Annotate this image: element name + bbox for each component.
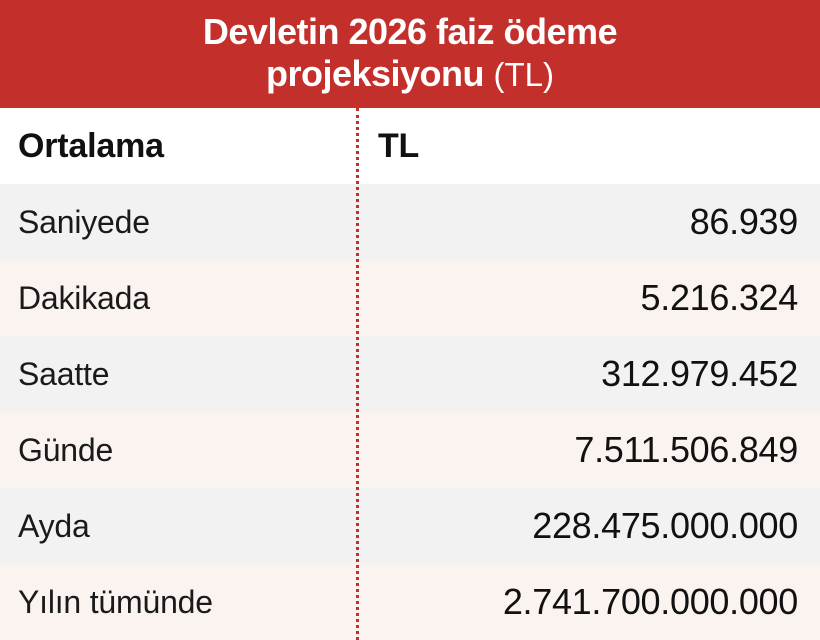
- row-value: 7.511.506.849: [574, 429, 798, 470]
- page-title-text: projeksiyonu: [265, 53, 485, 94]
- table-row: [0, 412, 820, 488]
- row-label: Günde: [18, 431, 114, 468]
- row-value: 312.979.452: [601, 353, 798, 394]
- page-title-line-2: [266, 53, 554, 95]
- row-label: Saniyede: [18, 203, 150, 240]
- page-title-line-1: Devletin 2026 faiz ödeme: [202, 10, 618, 52]
- table-row: [0, 184, 820, 260]
- page-title-unit: (TL): [493, 56, 555, 93]
- row-value: 2.741.700.000.000: [502, 581, 798, 622]
- table-row: [0, 336, 820, 412]
- row-value: 5.216.324: [640, 277, 798, 318]
- row-label: Saatte: [18, 355, 110, 392]
- table-row: [0, 488, 820, 564]
- row-value: 228.475.000.000: [532, 505, 798, 546]
- table-header-row: [0, 108, 820, 184]
- row-label: Yılın tümünde: [18, 583, 213, 620]
- row-label: Dakikada: [18, 279, 150, 316]
- column-header-tl: TL: [378, 126, 419, 165]
- title-bar: [0, 0, 820, 108]
- data-table: [0, 108, 820, 640]
- column-header-ortalama: Ortalama: [18, 126, 164, 165]
- row-label: Ayda: [18, 507, 90, 544]
- table-row: [0, 260, 820, 336]
- row-value: 86.939: [689, 201, 798, 242]
- table-row: [0, 564, 820, 640]
